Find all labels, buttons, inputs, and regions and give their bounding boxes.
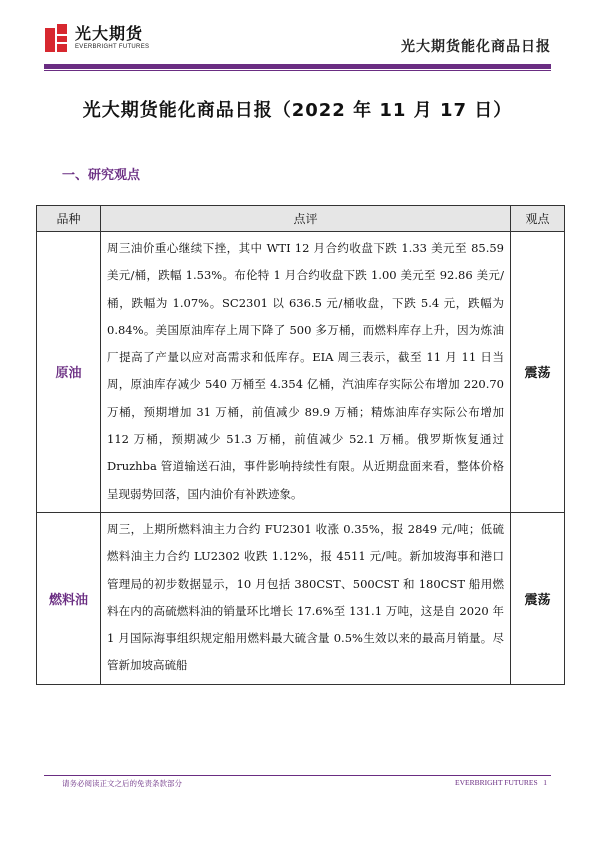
footer-disclaimer: 请务必阅读正文之后的免责条款部分 [62, 779, 182, 788]
column-header-comment: 点评 [101, 206, 511, 232]
section-heading: 一、研究观点 [62, 168, 141, 183]
row-comment-fuel-oil: 周三，上期所燃料油主力合约 FU2301 收涨 0.35%，报 2849 元/吨；低硫燃料油主力合约 LU2302 收跌 1.12%，报 4511 元/吨。新加坡海事和港口管理局的初步数据显示，10 月包括 380CST、500CST 和 180CST 船用燃料在内的高硫燃料油的销量环比增长 17.6%至 131.1 万吨，这是自 2020 年 1 月国际海事组织规定船用燃料最大硫含量 0.5%生效以来的最高月销量。尽管新加坡高硫船 [101, 512, 511, 684]
row-view-fuel-oil: 震荡 [511, 512, 565, 684]
row-category-crude-oil: 原油 [37, 232, 101, 513]
column-header-category: 品种 [37, 206, 101, 232]
logo-chinese-name: 光大期货 [75, 24, 144, 43]
table-row [37, 512, 565, 684]
document-title: 光大期货能化商品日报（2022 年 11 月 17 日） [82, 100, 513, 121]
row-view-crude-oil: 震荡 [511, 232, 565, 513]
header-divider-thin [44, 70, 551, 71]
header-report-name: 光大期货能化商品日报 [401, 39, 551, 55]
footer-company-page [455, 778, 547, 787]
column-header-view: 观点 [511, 206, 565, 232]
table-row [37, 232, 565, 513]
row-comment-crude-oil: 周三油价重心继续下挫，其中 WTI 12 月合约收盘下跌 1.33 美元至 85.59 美元/桶，跌幅 1.53%。布伦特 1 月合约收盘下跌 1.00 美元至 92.86 美元/桶，跌幅为 1.07%。SC2301 以 636.5 元/桶收盘，下跌 5.4 元，跌幅为 0.84%。美国原油库存上周下降了 500 多万桶，而燃料库存上升，因为炼油厂提高了产量以应对高需求和低库存。EIA 周三表示，截至 11 月 11 日当周，原油库存减少 540 万桶至 4.354 亿桶，汽油库存实际公布增加 220.70 万桶，预期增加 31 万桶，前值减少 89.9 万桶；精炼油库存实际公布增加 112 万桶，预期减少 51.3 万桶，前值减少 52.1 万桶。俄罗斯恢复通过 Druzhba 管道输送石油，事件影响持续性有限。从近期盘面来看，整体价格呈现弱势回落，国内油价有补跌迹象。 [101, 232, 511, 513]
row-category-fuel-oil: 燃料油 [37, 512, 101, 684]
footer-divider [44, 775, 551, 776]
research-table [36, 205, 565, 685]
logo-english-name: EVERBRIGHT FUTURES [75, 44, 150, 50]
table-header-row [37, 206, 565, 232]
header-divider [44, 64, 551, 69]
company-logo [45, 24, 149, 52]
logo-mark-icon [45, 24, 69, 52]
page-number: 1 [543, 778, 547, 787]
footer-company: EVERBRIGHT FUTURES [455, 778, 538, 787]
